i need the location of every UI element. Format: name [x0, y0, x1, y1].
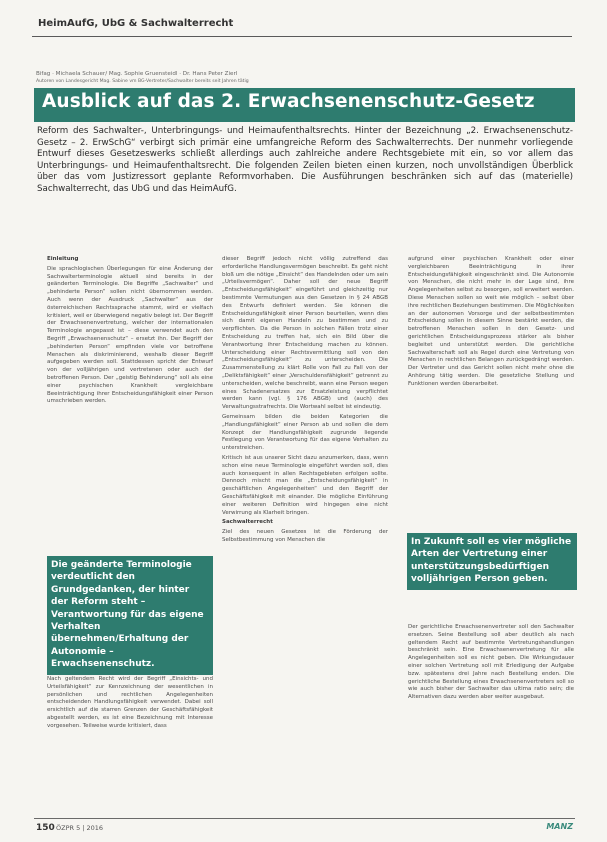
- page-number: 150: [36, 823, 55, 833]
- lead-paragraph: Reform des Sachwalter-, Unterbringungs- und Heimaufenthaltsrechts. Hinter der Bezeichnung „2. Erwachsenenschutz-Gesetz – 2. ErwSchG“ verbirgt sich primär eine umfangreiche Reform des Sachwalterrechts. Der nunmehr vorliegende Entwurf dieses Gesetzeswerks schließt allerdings auch zahlreiche andere Rechtsgebiete mit ein, so vor allem das Unterbringungs- und Heimaufenthaltsrecht. Die folgenden Zeilen bieten einen kurzen, noch unvollständigen Überblick über das vom Justizressort geplante Reformvorhaben. Die Ausführungen beschränken sich auf das (materielle) Sachwalterrecht, das UbG und das HeimAufG.: [37, 126, 573, 194]
- article-title: Ausblick auf das 2. Erwachsenenschutz-Gesetz: [42, 91, 535, 112]
- title-banner: [34, 88, 575, 122]
- column-3: [408, 256, 574, 524]
- paragraph: Ziel des neuen Gesetzes ist die Förderung der Selbstbestimmung von Menschen die: [222, 529, 388, 543]
- pull-quote-2-text: In Zukunft soll es vier mögliche Arten der Vertretung einer unterstützungsbedürftigen volljährigen Person geben.: [411, 537, 572, 585]
- subheading: Einleitung: [47, 256, 79, 262]
- running-header: [32, 14, 572, 37]
- authors: Bifag · Michaela Schauer/ Mag. Sophie Gruensteidl · Dr. Hans Peter Zierl: [36, 71, 238, 77]
- column-3-continued: [408, 624, 574, 809]
- page-footer: [34, 818, 575, 837]
- paragraph: Gemeinsam bilden die beiden Kategorien die „Handlungsfähigkeit“ einer Person ab und sollen die dem Konzept der Handlungsfähigkeit zugrunde liegende Festlegung von Verantwortung für das eigene Verhalten zu unterstreichen.: [222, 413, 388, 452]
- section-title: HeimAufG, UbG & Sachwalterrecht: [38, 18, 234, 29]
- paragraph: Nach geltendem Recht wird der Begriff „Einsichts- und Urteilsfähigkeit“ zur Kennzeichnung der wesentlichen in persönlichen und rechtlichen Angelegenheiten entscheidenden Handlungsfähigkeit verwendet. Dabei soll ersichtlich auf die starren Grenzen der Geschäftsfähigkeit abgestellt werden, es ist eine Bezeichnung mit Interesse vorgesehen. Teilweise wurde kritisiert, dass: [47, 676, 213, 729]
- column-1-continued: [47, 676, 213, 816]
- paragraph: dieser Begriff jedoch nicht völlig zutreffend das erforderliche Handlungsvermögen beschreibt. Es geht nicht bloß um die nötige „Einsicht“ des Handelnden oder um sein „Urteilsvermögen“. Daher soll der neue Begriff „Entscheidungsfähigkeit“ eingeführt und gleichzeitig nur bestimmte Vermutungen aus den Gesetzen in § 24 ABGB des Entwurfs definiert werden. Sie können die Entscheidungsfähigkeit einer Person beurteilen, wenn dies sich damit eigenen Handeln zu bestimmen und zu verpflichten. Da die Person in solchen Fällen trotz einer Entscheidung zu treffen hat, sich ein Bild über die Verantwortung ihrer Entscheidung machen zu können. Unterscheidung einer Rechtsvermittlung soll von den „Entscheidungsfähigkeit“ zu unterscheiden. Die Zusammenstellung zu klärt Rolle von Fall zu Fall von der „Deliktsfähigkeit“ einer „Verschuldensfähigkeit“ getrennt zu unterscheiden, welche beschreibt, wann eine Person wegen eines Schadenersatzes zur Ersatzleistung verpflichtet werden kann (vgl. § 176 ABGB) und (auch) des Verwaltungsstrafrechts. Die Wortwahl selbst ist eindeutig.: [222, 256, 388, 411]
- body-columns: [37, 256, 575, 816]
- byline: [36, 70, 576, 86]
- pull-quote-1-text: Die geänderte Terminologie verdeutlicht den Grundgedanken, der hinter der Reform steht – Verantwortung für das eigene Verhalten übernehmen/Erhaltung der Autonomie – Erwachsenenschutz.: [51, 560, 204, 670]
- pull-quote-2: [407, 533, 577, 590]
- column-2: [222, 256, 388, 804]
- subheading: Sachwalterrecht: [222, 519, 273, 526]
- affiliation: Autoren von Landesgericht Mag. Sabine vm BG-Vertreter/Sachwalter bereits seit Jahren tätig: [36, 79, 249, 84]
- journal-issue: ÖZPR 5 | 2016: [56, 824, 104, 832]
- publisher-logo: MANZ: [546, 822, 573, 831]
- pull-quote-1: [47, 556, 213, 675]
- paragraph: Die sprachlogischen Überlegungen für eine Änderung der Sachwalterterminologie aktuell sind bereits in der geänderten Terminologie. Die Begriffe „Sachwalter“ und „behinderte Person“ sollen nicht übernommen werden. Auch wenn der Ausdruck „Sachwalter“ aus der österreichischen Rechtssprache stammt, wird er vielfach kritisiert, weil er überwiegend negativ belegt ist. Der Begriff der Erwachsenenvertretung, welcher der internationalen Terminologie angepasst ist – diese verwendet auch den Begriff „Erwachsenenschutz“ – ersetzt ihn. Der Begriff der „behinderten Person“ empfinden viele vor betroffene Menschen als diskriminierend, weshalb dieser Begriff aufgegeben werden soll. Stattdessen spricht der Entwurf von der volljährigen und vertretenen oder auch der betroffenen Person. Der „geistig Behinderung“ soll als eine einer psychischen Krankheit vergleichbare Beeinträchtigung ihrer Entscheidungsfähigkeit einer Person umschrieben werden.: [47, 265, 213, 405]
- paragraph: Kritisch ist aus unserer Sicht dazu anzumerken, dass, wenn schon eine neue Terminologie eingeführt werden soll, dies auch konsequent in allen Rechtsgebieten erfolgen sollte. Dennoch mischt man die „Entscheidungsfähigkeit“ in geschäftlichen Angelegenheiten“ und den Begriff der Geschäftsfähigkeit mit einander. Die mögliche Einführung einer weiteren Definition wird hingegen eine nicht Verwirrung als Klarheit bringen.: [222, 454, 388, 516]
- paragraph: aufgrund einer psychischen Krankheit oder einer vergleichbaren Beeinträchtigung in ihrer Entscheidungsfähigkeit eingeschränkt sind. Die Autonomie von Menschen, die nicht mehr in der Lage sind, ihre Angelegenheiten selbst zu besorgen, soll erweitert werden. Diese Menschen sollen so weit wie möglich – selbst über ihre rechtlichen Beziehungen bestimmen. Die Möglichkeiten an der autonomen Vorsorge und der selbstbestimmten Entscheidung sollen in diesem Sinne bestärkt werden, die betroffenen Menschen sollen in den Gesetz- und gerichtlichen Entscheidungsprozess stärker als bisher begleitet und unterstützt werden. Die gerichtliche Sachwalterschaft soll als Regel durch eine Vertretung von Menschen in rechtlichen Belangen zurückgedrängt werden. Der Vertreter und das Gericht sollen nicht mehr ohne die Anhörung tätig werden. Die gesetzliche Stellung und Funktionen werden überarbeitet.: [408, 256, 574, 387]
- paragraph: Der gerichtliche Erwachsenenvertreter soll den Sachwalter ersetzen. Seine Bestellung soll aber deutlich als nach geltendem Recht auf bestimmte Vertretungshandlungen beschränkt sein. Eine Erwachsenenvertretung für alle Angelegenheiten soll es nicht geben. Die Wirkungsdauer einer solchen Vertretung soll mit Erledigung der Aufgabe bzw. spätestens drei Jahre nach Bestellung enden. Die gerichtliche Bestellung eines Erwachsenenvertreters soll so wie auch bisher der Sachwalter das ultima ratio sein; die Alternativen dazu werden aber weiter ausgebaut.: [408, 624, 574, 701]
